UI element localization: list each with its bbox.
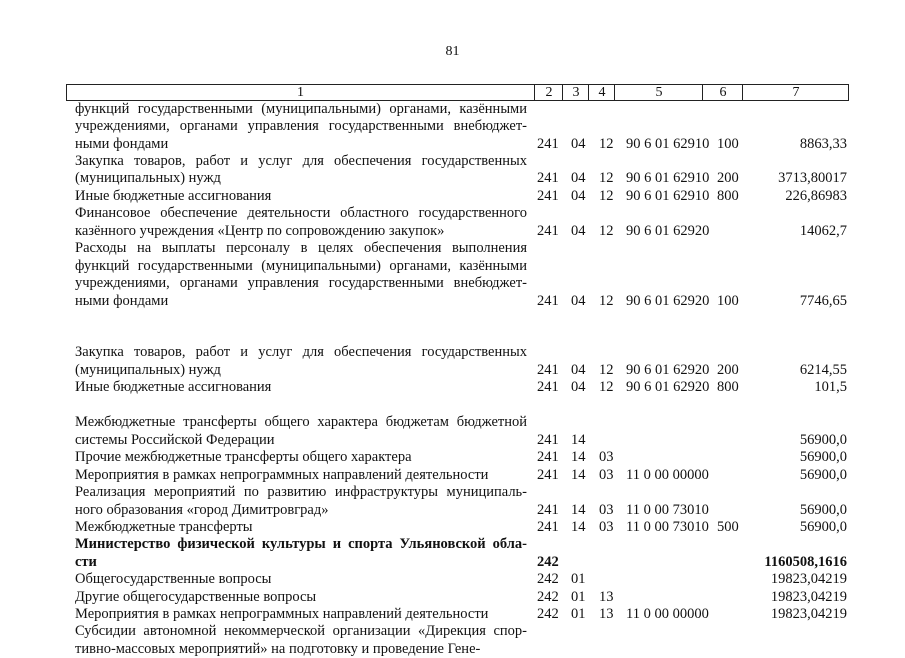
table-row — [0, 449, 905, 466]
cell-col-3: 01 — [571, 588, 586, 605]
cell-col-2: 242 — [537, 588, 559, 605]
cell-col-7: 7746,65 — [799, 292, 847, 309]
header-col-4: 4 — [588, 85, 615, 100]
cell-col-3: 14 — [571, 501, 586, 518]
row-description: функций государственными (муниципальными) органами, казёнными учреждениями, органами управления государственными внебюджет-ными фондами — [75, 101, 527, 152]
table-row — [0, 101, 905, 153]
cell-col-7: 56900,0 — [799, 501, 847, 518]
cell-col-2: 241 — [537, 170, 559, 187]
header-col-2: 2 — [534, 85, 563, 100]
cell-col-3: 04 — [571, 361, 586, 378]
cell-col-5: 90 6 01 62910 — [626, 135, 710, 152]
cell-col-6: 100 — [717, 292, 739, 309]
row-description: Мероприятия в рамках непрограммных направлений деятельности — [75, 606, 489, 622]
cell-col-3: 04 — [571, 292, 586, 309]
table-row — [0, 205, 905, 240]
cell-col-3: 01 — [571, 606, 586, 622]
cell-col-2: 241 — [537, 449, 559, 466]
row-description: Финансовое обеспечение деятельности областного государственного казённого учреждения «Центр по сопровождению закупок» — [75, 205, 527, 239]
cell-col-7: 19823,04219 — [770, 606, 847, 622]
table-row — [0, 240, 905, 310]
cell-col-4: 12 — [599, 188, 614, 204]
cell-col-7: 19823,04219 — [770, 571, 847, 588]
cell-col-2: 242 — [537, 553, 559, 570]
cell-col-4: 03 — [599, 501, 614, 518]
cell-col-6: 800 — [717, 379, 739, 396]
cell-col-5: 90 6 01 62920 — [626, 361, 710, 378]
cell-col-3: 14 — [571, 449, 586, 466]
row-description: Мероприятия в рамках непрограммных направлений деятельности — [75, 466, 489, 483]
table-row — [0, 606, 905, 623]
cell-col-5: 11 0 00 73010 — [626, 519, 709, 535]
table-row — [0, 571, 905, 588]
cell-col-3: 04 — [571, 379, 586, 396]
cell-col-2: 241 — [537, 431, 559, 448]
cell-col-7: 56900,0 — [799, 431, 847, 448]
cell-col-6: 200 — [717, 170, 739, 187]
table-row — [0, 536, 905, 571]
cell-col-5: 90 6 01 62910 — [626, 188, 710, 204]
cell-col-2: 241 — [537, 466, 559, 483]
cell-col-5: 90 6 01 62920 — [626, 379, 710, 396]
cell-col-5: 11 0 00 00000 — [626, 466, 709, 483]
cell-col-2: 241 — [537, 501, 559, 518]
cell-col-7: 56900,0 — [799, 466, 847, 483]
cell-col-2: 241 — [537, 188, 559, 204]
row-description: Закупка товаров, работ и услуг для обеспечения государственных (муниципальных) нужд — [75, 344, 527, 378]
cell-col-7: 14062,7 — [799, 222, 847, 239]
header-col-7: 7 — [742, 85, 849, 100]
cell-col-5: 90 6 01 62920 — [626, 222, 710, 239]
cell-col-4: 13 — [599, 606, 614, 622]
cell-col-4: 12 — [599, 135, 614, 152]
cell-col-2: 241 — [537, 292, 559, 309]
cell-col-2: 241 — [537, 519, 559, 535]
cell-col-3: 14 — [571, 431, 586, 448]
row-description: Прочие межбюджетные трансферты общего характера — [75, 449, 412, 466]
cell-col-5: 90 6 01 62910 — [626, 170, 710, 187]
cell-col-3: 01 — [571, 571, 586, 588]
cell-col-4: 12 — [599, 361, 614, 378]
cell-col-3: 04 — [571, 222, 586, 239]
cell-col-4: 12 — [599, 292, 614, 309]
header-col-6: 6 — [702, 85, 743, 100]
row-description: Субсидии автономной некоммерческой организации «Дирекция спор-тивно-массовых мероприятий» на подготовку и проведение Гене- — [75, 623, 527, 657]
row-description: Межбюджетные трансферты общего характера бюджетам бюджетной системы Российской Федерации — [75, 414, 527, 448]
cell-col-7: 19823,04219 — [770, 588, 847, 605]
cell-col-4: 12 — [599, 222, 614, 239]
cell-col-7: 8863,33 — [799, 135, 847, 152]
table-row — [0, 623, 905, 658]
cell-col-6: 500 — [717, 519, 739, 535]
table-row — [0, 414, 905, 449]
cell-col-3: 14 — [571, 519, 586, 535]
cell-col-7: 3713,80017 — [778, 170, 847, 187]
cell-col-2: 242 — [537, 571, 559, 588]
cell-col-5: 11 0 00 00000 — [626, 606, 709, 622]
cell-col-6: 800 — [717, 188, 739, 204]
table-row — [0, 344, 905, 379]
cell-col-7: 1160508,1616 — [764, 553, 847, 570]
cell-col-2: 241 — [537, 135, 559, 152]
table-header — [66, 84, 849, 101]
table-row — [0, 153, 905, 188]
table-row — [0, 188, 905, 205]
header-col-5: 5 — [614, 85, 703, 100]
table-row — [0, 484, 905, 519]
cell-col-4: 12 — [599, 170, 614, 187]
row-description: Иные бюджетные ассигнования — [75, 379, 272, 396]
cell-col-4: 12 — [599, 379, 614, 396]
cell-col-2: 241 — [537, 222, 559, 239]
table-row — [0, 589, 905, 606]
cell-col-3: 14 — [571, 466, 586, 483]
cell-col-4: 13 — [599, 588, 614, 605]
cell-col-7: 6214,55 — [799, 361, 847, 378]
row-description: Закупка товаров, работ и услуг для обеспечения государственных (муниципальных) нужд — [75, 153, 527, 187]
cell-col-6: 200 — [717, 361, 739, 378]
cell-col-3: 04 — [571, 135, 586, 152]
page-number: 81 — [445, 44, 460, 59]
table-row — [0, 379, 905, 396]
cell-col-3: 04 — [571, 170, 586, 187]
header-col-1: 1 — [297, 85, 304, 100]
cell-col-7: 56900,0 — [799, 519, 847, 535]
row-description: Межбюджетные трансферты — [75, 519, 253, 535]
cell-col-5: 11 0 00 73010 — [626, 501, 709, 518]
cell-col-6: 100 — [717, 135, 739, 152]
cell-col-4: 03 — [599, 519, 614, 535]
cell-col-2: 241 — [537, 361, 559, 378]
cell-col-7: 101,5 — [814, 379, 847, 396]
cell-col-7: 56900,0 — [799, 449, 847, 466]
row-description: Реализация мероприятий по развитию инфраструктуры муниципаль-ного образования «город Димитровград» — [75, 484, 527, 518]
cell-col-5: 90 6 01 62920 — [626, 292, 710, 309]
table-row — [0, 467, 905, 484]
table-row — [0, 519, 905, 536]
row-description: Иные бюджетные ассигнования — [75, 188, 272, 204]
row-description: Расходы на выплаты персоналу в целях обеспечения выполнения функций государственными (муниципальными) органами, казёнными учреждениями, органами управления государственными внебюджет-ными фондами — [75, 240, 527, 309]
cell-col-2: 242 — [537, 606, 559, 622]
row-description: Министерство физической культуры и спорта Ульяновской обла-сти — [75, 536, 527, 570]
cell-col-3: 04 — [571, 188, 586, 204]
row-description: Общегосударственные вопросы — [75, 571, 272, 588]
cell-col-2: 241 — [537, 379, 559, 396]
cell-col-7: 226,86983 — [785, 188, 847, 204]
header-col-3: 3 — [562, 85, 589, 100]
cell-col-4: 03 — [599, 449, 614, 466]
row-description: Другие общегосударственные вопросы — [75, 588, 317, 605]
cell-col-4: 03 — [599, 466, 614, 483]
